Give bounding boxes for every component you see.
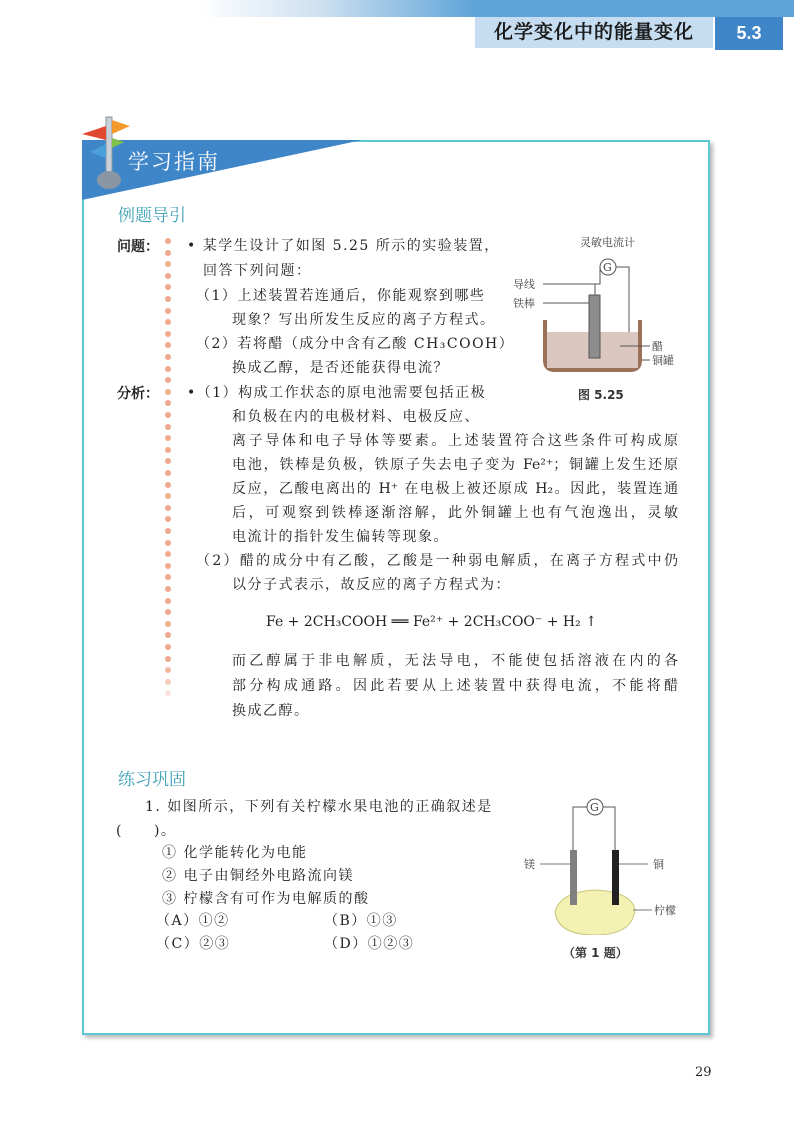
svg-text:醋: 醋 [652, 340, 663, 353]
choice-b: （B）①③ [324, 913, 398, 929]
section-number: 5.3 [715, 17, 783, 50]
answer-blank: ( )。 [116, 823, 177, 839]
conclusion-line: 而乙醇属于非电解质，无法导电，不能使包括溶液在内的各 [232, 653, 678, 669]
question-line: 换成乙醇，是否还能获得电流？ [232, 360, 449, 376]
divider-dot [165, 656, 171, 662]
svg-text:灵敏电流计: 灵敏电流计 [580, 236, 635, 249]
divider-dot [165, 366, 171, 372]
analysis-line: 后，可观察到铁棒逐渐溶解，此外铜罐上也有气泡逸出，灵敏 [232, 505, 678, 521]
header-gradient-bar [0, 0, 794, 17]
divider-dot [165, 308, 171, 314]
figure-5-25-apparatus [505, 232, 695, 382]
question-1: 1. 如图所示，下列有关柠檬水果电池的正确叙述是 [145, 799, 493, 815]
svg-text:柠檬: 柠檬 [654, 904, 676, 917]
divider-dot [165, 482, 171, 488]
divider-dot [165, 238, 171, 244]
chapter-title: 化学变化中的能量变化 [475, 17, 713, 48]
question-label: 问题： [117, 239, 159, 255]
divider-dot [165, 470, 171, 476]
page-number: 29 [695, 1065, 712, 1080]
svg-text:G: G [590, 801, 599, 814]
conclusion-line: 部分构成通路。因此若要从上述装置中获得电流，不能将醋 [232, 678, 678, 694]
divider-dot [165, 296, 171, 302]
svg-text:导线: 导线 [513, 278, 535, 291]
analysis-line: 以分子式表示，故反应的离子方程式为： [232, 577, 511, 593]
svg-text:铁棒: 铁棒 [513, 297, 535, 310]
question-1-figure-caption: （第 1 题） [563, 946, 628, 960]
choice-a: （A）①② [156, 913, 230, 929]
svg-text:铜: 铜 [653, 858, 664, 871]
divider-dot [165, 644, 171, 650]
analysis-line: 电流计的指针发生偏转等现象。 [232, 529, 449, 545]
choice-d: （D）①②③ [324, 936, 415, 952]
divider-dot [165, 621, 171, 627]
analysis-line: 和负极在内的电极材料、电极反应、 [232, 409, 480, 425]
divider-dot [165, 586, 171, 592]
divider-dot [165, 250, 171, 256]
svg-text:铜罐: 铜罐 [652, 354, 674, 367]
divider-dot [165, 424, 171, 430]
choice-c: （C）②③ [156, 936, 231, 952]
question-line: （2）若将醋（成分中含有乙酸 CH₃COOH） [196, 336, 515, 352]
figure-5-25-caption: 图 5.25 [578, 388, 624, 402]
divider-dot [165, 505, 171, 511]
analysis-line: •（1）构成工作状态的原电池需要包括正极 [187, 385, 487, 401]
analysis-line: 反应，乙酸电离出的 H⁺ 在电极上被还原成 H₂。因此，装置连通 [232, 481, 678, 497]
ionic-equation: Fe + 2CH₃COOH ══ Fe²⁺ + 2CH₃COO⁻ + H₂ ↑ [266, 614, 597, 630]
conclusion-line: 换成乙醇。 [232, 703, 310, 719]
question-line: 回答下列问题： [203, 263, 312, 279]
practice-heading: 练习巩固 [118, 770, 186, 790]
banner-title: 学习指南 [128, 150, 220, 174]
svg-text:G: G [603, 261, 612, 274]
example-heading: 例题导引 [118, 206, 186, 226]
divider-dot [165, 447, 171, 453]
lemon-battery-figure [520, 795, 690, 935]
statement: ② 电子由铜经外电路流向镁 [162, 868, 354, 884]
question-line: （1）上述装置若连通后，你能观察到哪些 [196, 288, 486, 304]
question-line: 现象？写出所发生反应的离子方程式。 [232, 312, 496, 328]
analysis-label: 分析： [117, 386, 159, 402]
question-line: • 某学生设计了如图 5.25 所示的实验装置， [187, 238, 500, 254]
analysis-line: 离子导体和电子导体等要素。上述装置符合这些条件可构成原 [232, 433, 678, 449]
divider-dot [165, 412, 171, 418]
divider-dot [165, 273, 171, 279]
divider-dot [165, 389, 171, 395]
divider-dot [165, 679, 171, 685]
divider-dot [165, 528, 171, 534]
divider-dot [165, 354, 171, 360]
divider-dot [165, 540, 171, 546]
divider-dot [165, 331, 171, 337]
divider-dot [165, 563, 171, 569]
analysis-line: 电池，铁棒是负极，铁原子失去电子变为 Fe²⁺；铜罐上发生还原 [232, 457, 678, 473]
divider-dot [165, 598, 171, 604]
statement: ① 化学能转化为电能 [162, 845, 308, 861]
statement: ③ 柠檬含有可作为电解质的酸 [162, 891, 370, 907]
analysis-line: （2）醋的成分中有乙酸，乙酸是一种弱电解质，在离子方程式中仍 [196, 553, 678, 569]
svg-text:镁: 镁 [524, 858, 535, 871]
